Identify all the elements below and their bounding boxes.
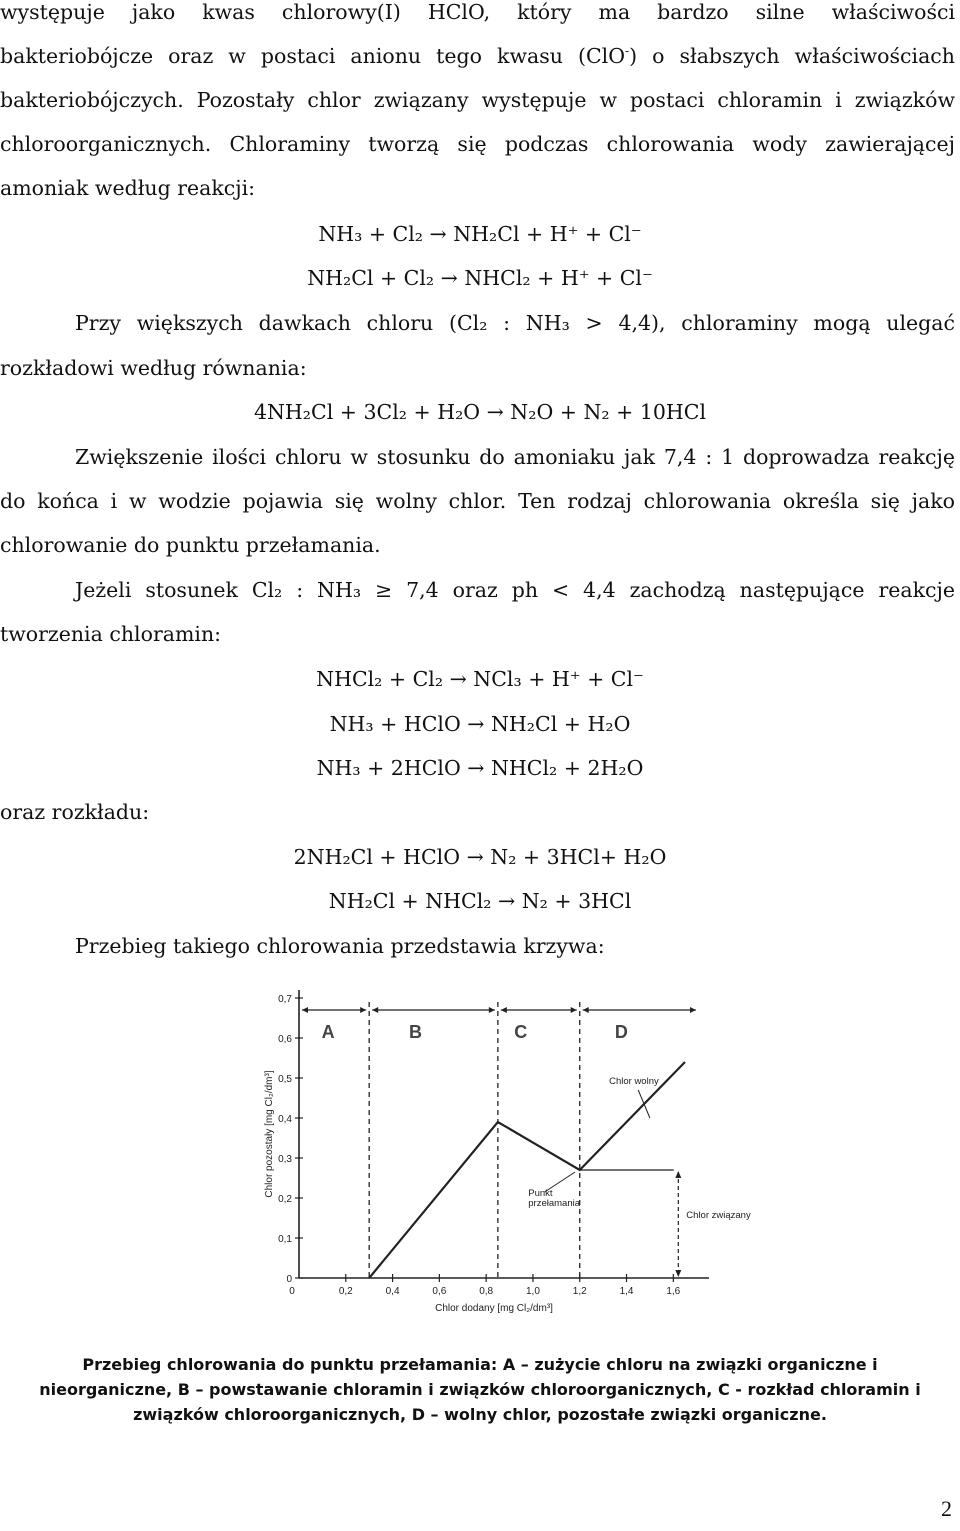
x-axis-label: Chlor dodany [mg Cl₂/dm³] [435, 1303, 553, 1314]
paragraph-line: rozkładowi według równania: [0, 356, 307, 380]
figure-intro: Przebieg takiego chlorowania przedstawia krzywa: [75, 934, 605, 958]
zone-arrow-head [501, 1007, 507, 1013]
breakpoint-label: przełamania [528, 1198, 581, 1209]
zone-arrow-head [571, 1007, 577, 1013]
y-tick-label: 0,3 [278, 1154, 292, 1165]
arrow-head [675, 1171, 681, 1178]
x-tick-label: 0,8 [479, 1286, 494, 1297]
zone-label: B [409, 1022, 423, 1042]
y-tick-label: 0 [286, 1274, 292, 1285]
reaction-equation: NH₂Cl + Cl₂ → NHCl₂ + H⁺ + Cl⁻ [307, 266, 653, 290]
zone-arrow-head [302, 1007, 308, 1013]
reaction-equation: 2NH₂Cl + HClO → N₂ + 3HCl+ H₂O [293, 845, 667, 869]
y-tick-label: 0,1 [278, 1234, 292, 1245]
y-tick-label: 0,6 [278, 1034, 292, 1045]
caption-line: związków chloroorganicznych, D – wolny chlor, pozostałe związki organiczne. [133, 1405, 827, 1424]
zone-arrow-head [372, 1007, 378, 1013]
x-tick-label: 0,2 [338, 1286, 353, 1297]
paragraph-line: do końca i w wodzie pojawia się wolny chlor. Ten rodzaj chlorowania określa się jako [0, 489, 955, 513]
x-tick-label: 1,2 [572, 1286, 587, 1297]
figure-caption [0, 1352, 960, 1427]
x-origin-label: 0 [289, 1286, 295, 1297]
text-span: ) o słabszych właściwościach [629, 44, 955, 68]
paragraph-line: chloroorganicznych. Chloraminy tworzą się podczas chlorowania wody zawierającej [0, 132, 955, 156]
zone-arrow-head [690, 1007, 696, 1013]
leader-line [638, 1090, 650, 1118]
chart-svg [262, 975, 751, 1335]
paragraph-line: tworzenia chloramin: [0, 622, 222, 646]
x-tick-label: 0,4 [385, 1286, 400, 1297]
paragraph-line: amoniak według reakcji: [0, 176, 256, 200]
x-tick-label: 0,6 [432, 1286, 447, 1297]
paragraph-line: Jeżeli stosunek Cl₂ : NH₃ ≥ 7,4 oraz ph < 4,4 zachodzą następujące reakcje [75, 578, 955, 602]
caption-line: Przebieg chlorowania do punktu przełamania: A – zużycie chloru na związki organiczne i [82, 1355, 878, 1374]
breakpoint-chart [262, 975, 751, 1335]
zone-arrow-head [583, 1007, 589, 1013]
free-chlorine-label: Chlor wolny [609, 1076, 659, 1087]
zone-label: A [321, 1022, 335, 1042]
reaction-equation: NH₃ + Cl₂ → NH₂Cl + H⁺ + Cl⁻ [318, 222, 642, 246]
reaction-equation: NH₃ + HClO → NH₂Cl + H₂O [329, 712, 631, 736]
y-axis-label: Chlor pozostały [mg Cl₂/dm³] [264, 1070, 275, 1198]
arrow-head [675, 1270, 681, 1277]
y-tick-label: 0,4 [278, 1114, 292, 1125]
reaction-equation: NHCl₂ + Cl₂ → NCl₃ + H⁺ + Cl⁻ [316, 667, 644, 691]
reaction-equation: NH₂Cl + NHCl₂ → N₂ + 3HCl [328, 889, 632, 913]
paragraph-line: występuje jako kwas chlorowy(I) HClO, który ma bardzo silne właściwości [0, 0, 955, 24]
leader-line [545, 1172, 575, 1192]
superscript: - [625, 44, 630, 58]
breakpoint-label: Punkt [528, 1188, 553, 1199]
reaction-equation: NH₃ + 2HClO → NHCl₂ + 2H₂O [316, 756, 644, 780]
bound-chlorine-label: Chlor związany [686, 1210, 751, 1221]
reaction-equation: 4NH₂Cl + 3Cl₂ + H₂O → N₂O + N₂ + 10HCl [253, 400, 707, 424]
y-tick-label: 0,5 [278, 1074, 292, 1085]
zone-arrow-head [489, 1007, 495, 1013]
text-span: bakteriobójcze oraz w postaci anionu tego kwasu (ClO [0, 44, 626, 68]
zone-label: C [514, 1022, 528, 1042]
paragraph-line: chlorowanie do punktu przełamania. [0, 533, 381, 557]
paragraph-line: Zwiększenie ilości chloru w stosunku do amoniaku jak 7,4 : 1 doprowadza reakcję [75, 445, 955, 469]
x-tick-label: 1,0 [525, 1286, 540, 1297]
page-number: 2 [941, 1496, 952, 1521]
x-tick-label: 1,4 [619, 1286, 634, 1297]
caption-line: nieorganiczne, B – powstawanie chloramin i związków chloroorganicznych, C - rozkład chloramin i [39, 1380, 921, 1399]
zone-label: D [614, 1022, 628, 1042]
x-tick-label: 1,6 [666, 1286, 681, 1297]
zone-arrow-head [360, 1007, 366, 1013]
decomposition-label: oraz rozkładu: [0, 800, 150, 824]
y-tick-label: 0,2 [278, 1194, 292, 1205]
paragraph-line: bakteriobójczych. Pozostały chlor związany występuje w postaci chloramin i związków [0, 88, 955, 112]
y-tick-label: 0,7 [278, 994, 292, 1005]
paragraph-line [0, 34, 955, 78]
paragraph-line: Przy większych dawkach chloru (Cl₂ : NH₃ > 4,4), chloraminy mogą ulegać [75, 311, 955, 335]
